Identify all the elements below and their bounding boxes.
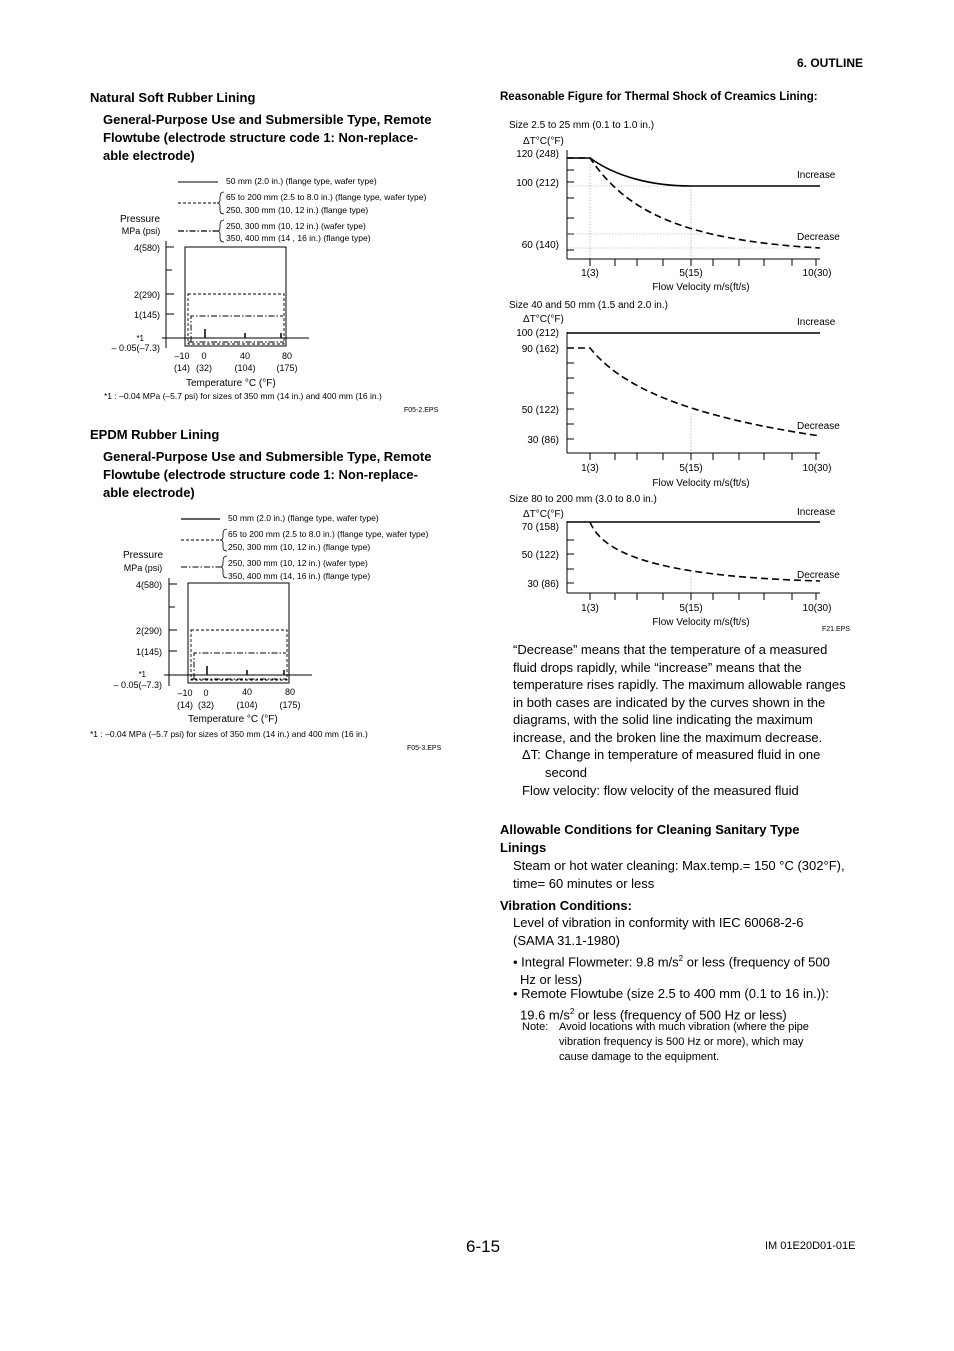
increase-label: Increase [797, 317, 836, 328]
chart-size-label: Size 40 and 50 mm (1.5 and 2.0 in.) [509, 300, 668, 311]
epdm-subheading-line: General-Purpose Use and Submersible Type, Remote [103, 449, 432, 464]
paragraph-line: (SAMA 31.1-1980) [513, 932, 620, 948]
x-tick-label: –10 [174, 351, 190, 361]
bullet-text: • Remote Flowtube (size 2.5 to 400 mm (0.1 to 16 in.)): [513, 986, 829, 1001]
boundary-dashed [188, 294, 284, 344]
y-tick-label: 120 (248) [516, 149, 559, 160]
nsr-heading: Natural Soft Rubber Lining [90, 90, 256, 105]
y-tick-label: 2(290) [135, 626, 162, 636]
y-tick-label: 70 (158) [521, 522, 559, 533]
y-tick-label: 50 (122) [521, 405, 559, 416]
y-ticks [567, 540, 574, 583]
bullet-text: 19.6 m/s [520, 1006, 570, 1022]
y-tick-label: 90 (162) [521, 344, 559, 355]
legend-label: 250, 300 mm (10, 12 in.) (wafer type) [226, 221, 366, 231]
x-tick-label: –10 [177, 688, 193, 698]
x-tick-label: 1(3) [581, 463, 599, 474]
paragraph-line: Steam or hot water cleaning: Max.temp.= 150 °C (302°F), [513, 858, 845, 873]
x-axis-title: Flow Velocity m/s(ft/s) [652, 282, 750, 293]
bullet-text: or less (frequency of 500 [683, 954, 830, 970]
y-tick-label: 1(145) [135, 647, 162, 657]
chart-y-unit: ΔT°C(°F) [523, 136, 564, 147]
page-number: 6-15 [466, 1237, 501, 1256]
delta-t-definition [545, 746, 820, 781]
decrease-curve [567, 348, 820, 436]
x-tick-label: 40 [239, 351, 251, 361]
y-tick-label: 1(145) [133, 310, 160, 320]
x-tick-label: (104) [234, 363, 256, 373]
delta-t-label: ΔT: [522, 747, 541, 762]
decrease-label: Decrease [797, 421, 840, 432]
x-tick-label: 40 [241, 687, 253, 697]
x-tick-label: 5(15) [679, 268, 703, 279]
x-tick-label: 1(3) [581, 603, 599, 614]
note-text [559, 1020, 809, 1065]
y-tick-label: 4(580) [135, 580, 162, 590]
x-tick-label: (104) [236, 700, 258, 710]
cleaning-text [513, 857, 845, 892]
x-axis-title: Temperature °C (°F) [186, 378, 276, 389]
definition-line: second [545, 764, 587, 780]
x-ticks [590, 593, 816, 600]
legend-label: 50 mm (2.0 in.) (flange type, wafer type) [228, 513, 379, 523]
y-tick-label: 30 (86) [527, 579, 559, 590]
boundary-dashdot [191, 316, 283, 342]
epdm-heading: EPDM Rubber Lining [90, 427, 220, 442]
x-tick-label: 5(15) [679, 603, 703, 614]
bullet-text: or less (frequency of 500 Hz or less) [574, 1006, 787, 1022]
legend-label: 65 to 200 mm (2.5 to 8.0 in.) (flange type, wafer type) [226, 192, 427, 202]
y-tick-label: 50 (122) [521, 550, 559, 561]
legend-label: 250, 300 mm (10, 12 in.) (flange type) [228, 542, 371, 552]
legend-label: 350, 400 mm (14, 16 in.) (flange type) [228, 571, 371, 581]
x-tick-label: 10(30) [802, 603, 832, 614]
increase-label: Increase [797, 170, 836, 181]
nsr-subheading-line: able electrode) [103, 148, 195, 163]
y-axis-unit: MPa (psi) [123, 563, 163, 573]
bullet-text: • Integral Flowmeter: 9.8 m/s [513, 954, 679, 970]
paragraph-line: time= 60 minutes or less [513, 875, 655, 891]
paragraph-line: “Decrease” means that the temperature of a measured [513, 642, 828, 657]
y-ticks [567, 348, 574, 439]
chart-y-unit: ΔT°C(°F) [523, 509, 564, 520]
note-line: cause damage to the equipment. [559, 1051, 720, 1063]
figure-code: F05-2.EPS [404, 407, 439, 414]
note-line: vibration frequency is 500 Hz or more), which may [559, 1036, 804, 1048]
x-tick-label: 10(30) [802, 463, 832, 474]
y-tick-label: *1 [138, 670, 146, 679]
legend-brace [217, 220, 224, 242]
flow-velocity-definition: Flow velocity: flow velocity of the measured fluid [522, 783, 799, 798]
y-tick-label: 30 (86) [527, 435, 559, 446]
boundary-dashed [191, 630, 287, 680]
x-tick-label: 0 [203, 688, 209, 698]
nsr-subheading-line: General-Purpose Use and Submersible Type, Remote [103, 112, 432, 127]
paragraph-line: fluid drops rapidly, while “increase” means that the [513, 659, 802, 675]
x-axis-title: Flow Velocity m/s(ft/s) [652, 617, 750, 628]
heading-line: Allowable Conditions for Cleaning Sanitary Type [500, 822, 800, 837]
x-tick-label: 80 [284, 687, 296, 697]
y-tick-label: 2(290) [133, 290, 160, 300]
legend-label: 350, 400 mm (14 , 16 in.) (flange type) [226, 233, 371, 243]
footnote: *1 : –0.04 MPa (–5.7 psi) for sizes of 350 mm (14 in.) and 400 mm (16 in.) [104, 391, 382, 401]
x-tick-label: (175) [276, 363, 298, 373]
x-tick-label: (32) [197, 700, 215, 710]
superscript: 2 [678, 954, 684, 963]
chart-size-label: Size 2.5 to 25 mm (0.1 to 1.0 in.) [509, 120, 655, 131]
x-ticks [590, 453, 816, 460]
note-line: Avoid locations with much vibration (where the pipe [559, 1021, 809, 1033]
paragraph-line: diagrams, with the solid line indicating the maximum [513, 712, 813, 727]
x-axis-title: Temperature °C (°F) [188, 714, 278, 725]
paragraph-line: Level of vibration in conformity with IEC 60068-2-6 [513, 915, 804, 930]
legend-brace [217, 192, 224, 214]
vibration-heading: Vibration Conditions: [500, 898, 632, 913]
y-tick-label: *1 [136, 334, 144, 343]
y-axis-title: Pressure [122, 550, 164, 561]
x-tick-label: (175) [279, 700, 301, 710]
y-tick-label: 60 (140) [521, 240, 559, 251]
x-ticks [590, 259, 816, 266]
bullet-remote-flowtube [513, 985, 829, 1023]
x-tick-label: 0 [201, 351, 207, 361]
nsr-subheading [103, 111, 431, 165]
x-tick-label: 80 [281, 351, 293, 361]
y-tick-label: 4(580) [133, 243, 160, 253]
x-tick-label: 5(15) [679, 463, 703, 474]
paragraph-line: temperature rises rapidly. The maximum allowable ranges [513, 677, 846, 692]
legend-brace [220, 529, 227, 551]
thermal-shock-title: Reasonable Figure for Thermal Shock of Creamics Lining: [500, 91, 818, 103]
legend-label: 50 mm (2.0 in.) (flange type, wafer type) [226, 176, 377, 186]
chart-y-unit: ΔT°C(°F) [523, 314, 564, 325]
bullet-integral-flowmeter [513, 950, 830, 988]
legend-label: 250, 300 mm (10, 12 in.) (wafer type) [228, 558, 368, 568]
x-tick-label: 10(30) [802, 268, 832, 279]
figure-code: F05-3.EPS [407, 745, 442, 752]
paragraph-line: in both cases are indicated by the curves shown in the [513, 694, 826, 710]
epdm-subheading-line: able electrode) [103, 485, 195, 500]
legend-brace [220, 556, 227, 578]
boundary-solid [188, 583, 289, 683]
x-tick-label: (32) [195, 363, 213, 373]
y-axis-title: Pressure [119, 214, 161, 225]
x-tick-label: (14) [176, 700, 194, 710]
y-axis-unit: MPa (psi) [121, 226, 161, 236]
footnote: *1 : –0.04 MPa (–5.7 psi) for sizes of 350 mm (14 in.) and 400 mm (16 in.) [90, 729, 368, 739]
epdm-subheading [103, 448, 431, 502]
y-tick-label: – 0.05(–7.3) [113, 680, 162, 690]
boundary-dashdot [194, 653, 286, 679]
decrease-curve [590, 522, 820, 581]
decrease-increase-paragraph [513, 641, 846, 746]
increase-label: Increase [797, 507, 836, 518]
bullet-text: Hz or less) [520, 971, 583, 987]
paragraph-line: increase, and the broken line the maximum decrease. [513, 729, 823, 745]
y-tick-label: – 0.05(–7.3) [111, 343, 160, 353]
nsr-subheading-line: Flowtube (electrode structure code 1: Non-replace- [103, 130, 418, 145]
y-tick-label: 100 (212) [516, 178, 559, 189]
legend-label: 65 to 200 mm (2.5 to 8.0 in.) (flange type, wafer type) [228, 529, 429, 539]
note-label: Note: [522, 1021, 549, 1033]
y-ticks [567, 158, 574, 250]
y-tick-label: 100 (212) [516, 328, 559, 339]
decrease-label: Decrease [797, 232, 840, 243]
decrease-curve [567, 158, 820, 248]
x-tick-label: (14) [173, 363, 191, 373]
x-axis-title: Flow Velocity m/s(ft/s) [652, 478, 750, 489]
cleaning-heading [500, 821, 800, 857]
vibration-text [513, 914, 803, 949]
definition-line: Change in temperature of measured fluid in one [545, 747, 821, 762]
x-tick-label: 1(3) [581, 268, 599, 279]
superscript: 2 [569, 1006, 575, 1016]
document-id: IM 01E20D01-01E [765, 1240, 856, 1252]
increase-curve [567, 158, 820, 186]
decrease-label: Decrease [797, 570, 840, 581]
epdm-subheading-line: Flowtube (electrode structure code 1: Non-replace- [103, 467, 418, 482]
chart-size-label: Size 80 to 200 mm (3.0 to 8.0 in.) [509, 494, 657, 505]
boundary-solid [185, 247, 286, 346]
section-header: 6. OUTLINE [796, 56, 863, 70]
heading-line: Linings [500, 840, 547, 855]
legend-label: 250, 300 mm (10, 12 in.) (flange type) [226, 205, 369, 215]
figure-code: F21.EPS [822, 626, 851, 633]
